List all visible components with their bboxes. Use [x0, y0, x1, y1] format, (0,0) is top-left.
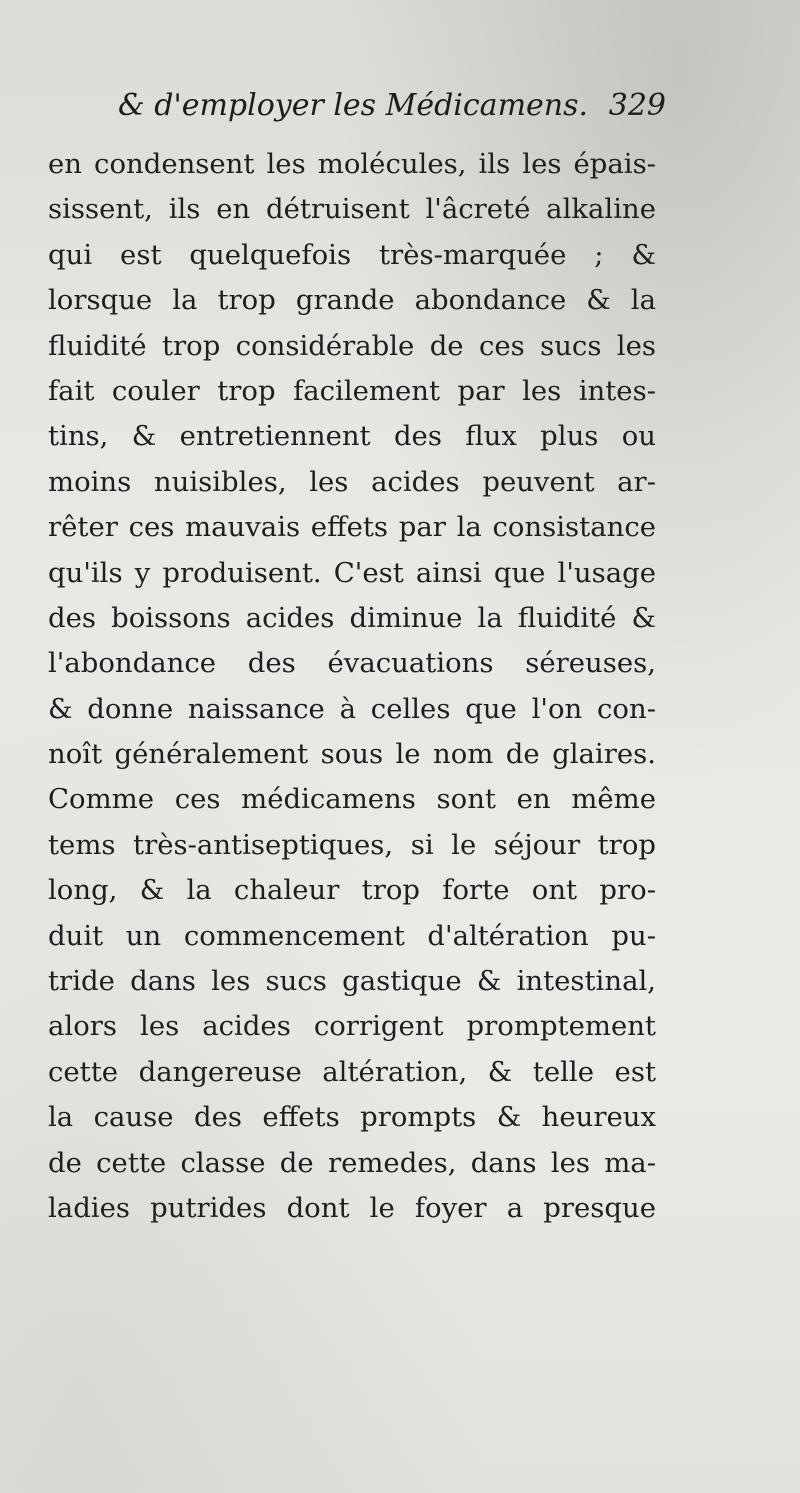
text-line: sissent, ils en détruisent l'âcreté alkaline — [48, 193, 656, 226]
text-line: noît généralement sous le nom de glaires. — [48, 738, 656, 771]
text-line: qu'ils y produisent. C'est ainsi que l'usage — [48, 556, 656, 589]
text-line: moins nuisibles, les acides peuvent ar- — [48, 465, 656, 498]
text-line: la cause des effets prompts & heureux — [48, 1101, 656, 1134]
text-line: l'abondance des évacuations séreuses, — [48, 647, 656, 680]
text-line: long, & la chaleur trop forte ont pro- — [48, 874, 656, 907]
text-line: alors les acides corrigent promptement — [48, 1010, 656, 1043]
text-line: de cette classe de remedes, dans les ma- — [48, 1146, 656, 1179]
page-number: 329 — [608, 88, 666, 123]
text-line: Comme ces médicamens sont en même — [48, 783, 656, 816]
text-line: fluidité trop considérable de ces sucs les — [48, 329, 656, 362]
text-line: des boissons acides diminue la fluidité & — [48, 601, 656, 634]
text-line: tride dans les sucs gastique & intestinal, — [48, 965, 656, 998]
running-title: & d'employer les Médicamens. — [118, 88, 589, 123]
text-line: en condensent les molécules, ils les épais- — [48, 148, 656, 180]
body-text — [48, 142, 656, 1231]
text-line: fait couler trop facilement par les intes- — [48, 374, 656, 407]
page-header — [118, 88, 666, 128]
text-line: qui est quelquefois très-marquée ; & — [48, 238, 656, 271]
text-line: duit un commencement d'altération pu- — [48, 919, 656, 952]
text-line: tins, & entretiennent des flux plus ou — [48, 420, 656, 453]
text-line: & donne naissance à celles que l'on con- — [48, 692, 656, 725]
text-line: rêter ces mauvais effets par la consistance — [48, 511, 656, 544]
text-line: tems très-antiseptiques, si le séjour trop — [48, 828, 656, 861]
text-line: lorsque la trop grande abondance & la — [48, 284, 656, 317]
text-line: ladies putrides dont le foyer a presque — [48, 1191, 656, 1224]
text-line: cette dangereuse altération, & telle est — [48, 1055, 656, 1088]
